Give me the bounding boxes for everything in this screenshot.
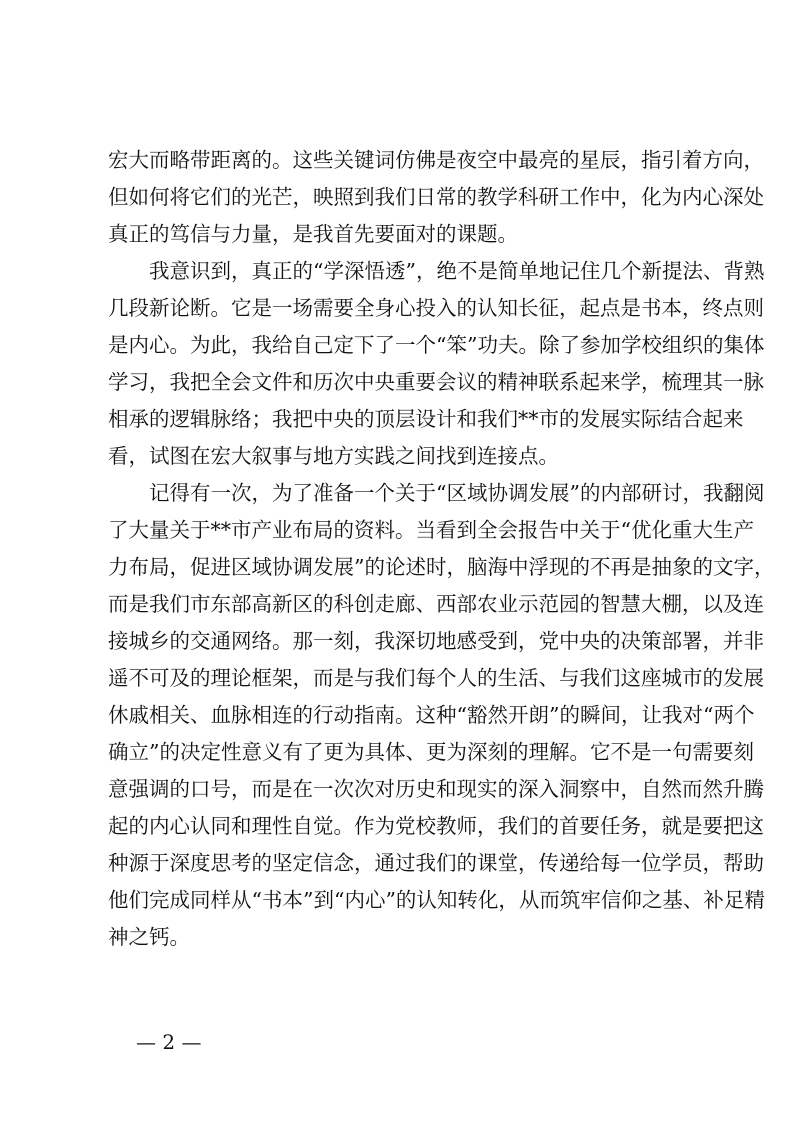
paragraph-3 — [108, 475, 775, 956]
text-line: 学习，我把全会文件和历次中央重要会议的精神联系起来学，梳理其一脉 — [108, 370, 764, 394]
text-line: 接城乡的交通网络。那一刻，我深切地感受到，党中央的决策部署，并非 — [108, 629, 764, 653]
text-line: 了大量关于**市产业布局的资料。当看到全会报告中关于“优化重大生产 — [108, 518, 754, 542]
text-line: 确立”的决定性意义有了更为具体、更为深刻的理解。它不是一句需要刻 — [108, 740, 754, 764]
text-line: 遥不可及的理论框架，而是与我们每个人的生活、与我们这座城市的发展 — [108, 666, 764, 690]
text-line: 种源于深度思考的坚定信念，通过我们的课堂，传递给每一位学员，帮助 — [108, 851, 764, 875]
text-line: 而是我们市东部高新区的科创走廊、西部农业示范园的智慧大棚，以及连 — [108, 592, 764, 616]
text-line: 宏大而略带距离的。这些关键词仿佛是夜空中最亮的星辰，指引着方向， — [108, 148, 764, 172]
text-line: 休戚相关、血脉相连的行动指南。这种“豁然开朗”的瞬间，让我对“两个 — [108, 703, 755, 727]
text-line: 但如何将它们的光芒，映照到我们日常的教学科研工作中，化为内心深处 — [108, 185, 764, 209]
text-line: 看，试图在宏大叙事与地方实践之间找到连接点。 — [108, 444, 559, 468]
text-line: 相承的逻辑脉络；我把中央的顶层设计和我们**市的发展实际结合起来 — [108, 407, 744, 431]
text-line: 神之钙。 — [108, 925, 190, 949]
paragraph-1 — [108, 142, 764, 253]
body-text — [108, 142, 775, 956]
text-line: 记得有一次，为了准备一个关于“区域协调发展”的内部研讨，我翻阅 — [149, 481, 765, 505]
text-line: 意强调的口号，而是在一次次对历史和现实的深入洞察中，自然而然升腾 — [108, 777, 764, 801]
page-number: — 2 — — [136, 1030, 202, 1054]
text-line: 几段新论断。它是一场需要全身心投入的认知长征，起点是书本，终点则 — [108, 296, 764, 320]
paragraph-2 — [108, 253, 765, 475]
text-line: 我意识到，真正的“学深悟透”，绝不是简单地记住几个新提法、背熟 — [149, 259, 765, 283]
text-line: 是内心。为此，我给自己定下了一个“笨”功夫。除了参加学校组织的集体 — [108, 333, 765, 357]
text-line: 他们完成同样从“书本”到“内心”的认知转化，从而筑牢信仰之基、补足精 — [108, 888, 765, 912]
text-line: 力布局，促进区域协调发展”的论述时，脑海中浮现的不再是抽象的文字， — [108, 555, 775, 579]
text-line: 起的内心认同和理性自觉。作为党校教师，我们的首要任务，就是要把这 — [108, 814, 764, 838]
text-line: 真正的笃信与力量，是我首先要面对的课题。 — [108, 222, 518, 246]
